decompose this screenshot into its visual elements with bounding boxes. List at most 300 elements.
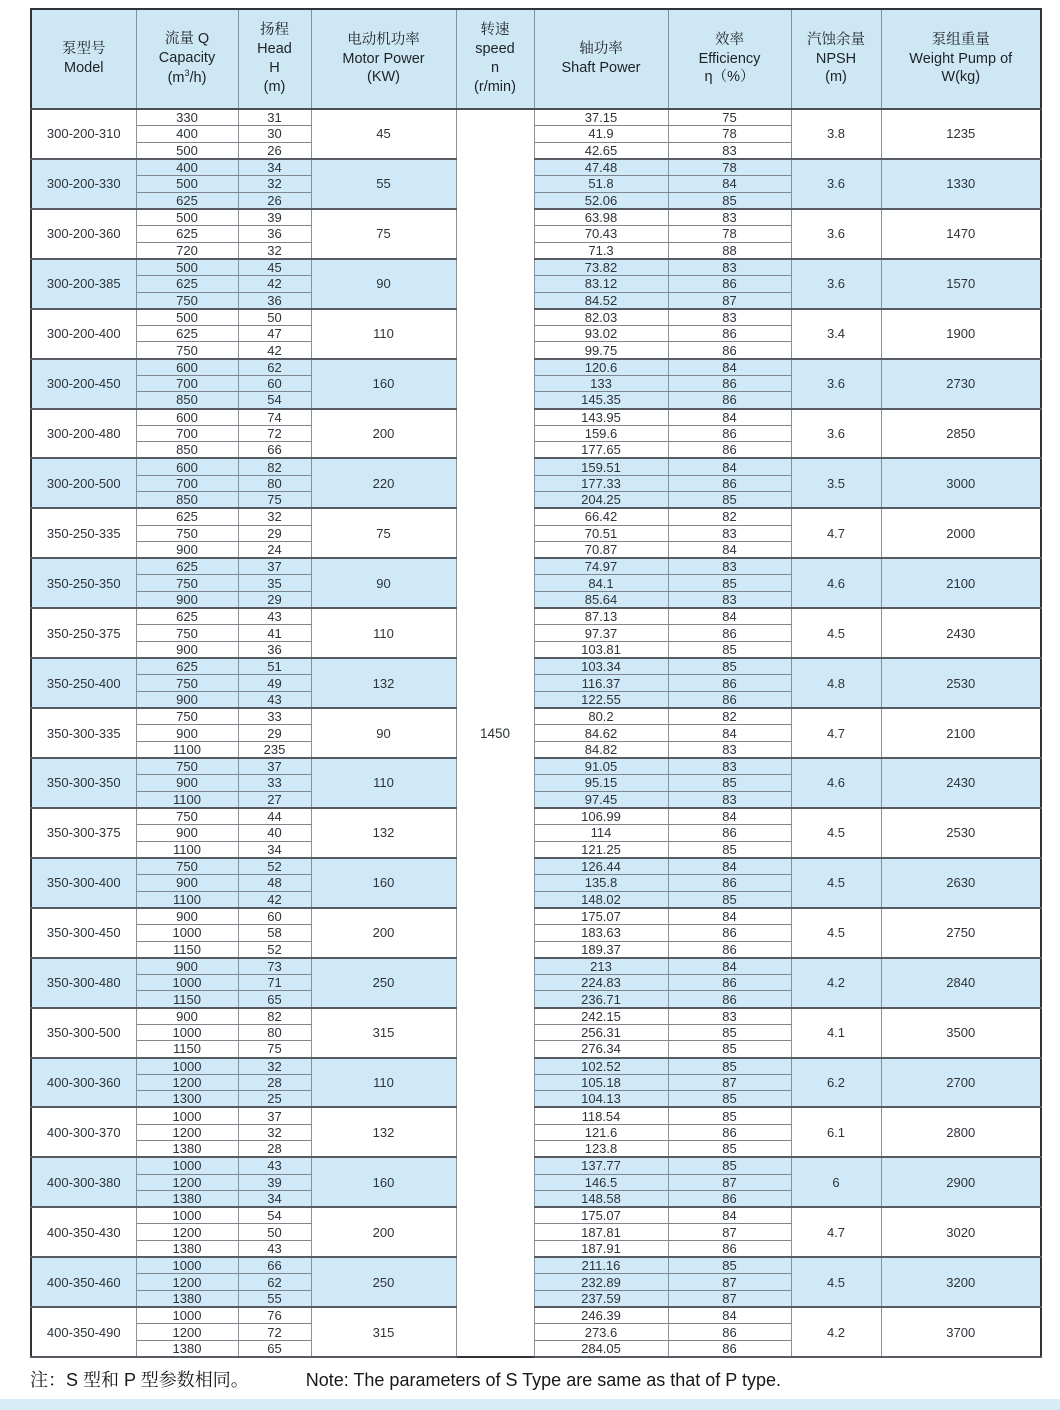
head-cell: 33 — [238, 775, 311, 792]
head-cell: 26 — [238, 142, 311, 159]
efficiency-cell: 87 — [668, 1074, 791, 1091]
shaft-power-cell: 148.58 — [534, 1191, 668, 1208]
efficiency-cell: 84 — [668, 858, 791, 875]
head-cell: 27 — [238, 791, 311, 808]
capacity-cell: 1380 — [136, 1290, 238, 1307]
table-row — [31, 109, 1041, 126]
shaft-power-cell: 106.99 — [534, 808, 668, 825]
motor-power-cell: 110 — [311, 309, 456, 359]
shaft-power-cell: 122.55 — [534, 691, 668, 708]
head-cell: 80 — [238, 1024, 311, 1041]
head-cell: 35 — [238, 575, 311, 592]
efficiency-cell: 83 — [668, 741, 791, 758]
head-cell: 62 — [238, 359, 311, 376]
shaft-power-cell: 213 — [534, 958, 668, 975]
npsh-cell: 4.5 — [791, 858, 881, 908]
capacity-cell: 1300 — [136, 1091, 238, 1108]
shaft-power-cell: 52.06 — [534, 192, 668, 209]
efficiency-cell: 86 — [668, 1340, 791, 1357]
head-cell: 60 — [238, 375, 311, 392]
motor-power-cell: 250 — [311, 958, 456, 1008]
weight-cell: 1330 — [881, 159, 1041, 209]
model-cell: 400-300-370 — [31, 1107, 136, 1157]
efficiency-cell: 85 — [668, 492, 791, 509]
shaft-power-cell: 84.1 — [534, 575, 668, 592]
capacity-cell: 500 — [136, 176, 238, 193]
head-cell: 52 — [238, 858, 311, 875]
shaft-power-cell: 42.65 — [534, 142, 668, 159]
shaft-power-cell: 159.51 — [534, 458, 668, 475]
model-cell: 350-300-500 — [31, 1008, 136, 1058]
weight-cell: 2700 — [881, 1058, 1041, 1108]
shaft-power-cell: 159.6 — [534, 425, 668, 442]
motor-power-cell: 160 — [311, 359, 456, 409]
capacity-cell: 750 — [136, 625, 238, 642]
table-row — [31, 1207, 1041, 1224]
capacity-cell: 1100 — [136, 791, 238, 808]
capacity-cell: 1000 — [136, 1207, 238, 1224]
motor-power-cell: 200 — [311, 1207, 456, 1257]
weight-cell: 1470 — [881, 209, 1041, 259]
head-cell: 58 — [238, 924, 311, 941]
capacity-cell: 700 — [136, 425, 238, 442]
capacity-cell: 900 — [136, 691, 238, 708]
efficiency-cell: 87 — [668, 1290, 791, 1307]
shaft-power-cell: 143.95 — [534, 409, 668, 426]
efficiency-cell: 87 — [668, 1174, 791, 1191]
shaft-power-cell: 83.12 — [534, 275, 668, 292]
shaft-power-cell: 93.02 — [534, 325, 668, 342]
head-cell: 34 — [238, 1191, 311, 1208]
shaft-power-cell: 85.64 — [534, 592, 668, 609]
head-cell: 71 — [238, 974, 311, 991]
weight-cell: 2750 — [881, 908, 1041, 958]
capacity-cell: 1380 — [136, 1340, 238, 1357]
capacity-cell: 625 — [136, 658, 238, 675]
model-cell: 400-350-490 — [31, 1307, 136, 1357]
efficiency-cell: 78 — [668, 225, 791, 242]
efficiency-cell: 85 — [668, 658, 791, 675]
shaft-power-cell: 121.6 — [534, 1124, 668, 1141]
capacity-cell: 400 — [136, 126, 238, 143]
shaft-power-cell: 177.33 — [534, 475, 668, 492]
efficiency-cell: 88 — [668, 242, 791, 259]
capacity-cell: 600 — [136, 458, 238, 475]
weight-cell: 3020 — [881, 1207, 1041, 1257]
head-cell: 36 — [238, 292, 311, 309]
efficiency-cell: 86 — [668, 874, 791, 891]
capacity-cell: 900 — [136, 642, 238, 659]
capacity-cell: 1200 — [136, 1224, 238, 1241]
capacity-cell: 1200 — [136, 1274, 238, 1291]
head-cell: 55 — [238, 1290, 311, 1307]
efficiency-cell: 86 — [668, 675, 791, 692]
model-cell: 300-200-400 — [31, 309, 136, 359]
model-cell: 300-200-360 — [31, 209, 136, 259]
capacity-cell: 750 — [136, 342, 238, 359]
capacity-cell: 750 — [136, 292, 238, 309]
efficiency-cell: 82 — [668, 508, 791, 525]
head-cell: 50 — [238, 1224, 311, 1241]
col-header-npsh: 汽蚀余量 NPSH (m) — [791, 9, 881, 109]
model-cell: 400-300-380 — [31, 1157, 136, 1207]
npsh-cell: 4.2 — [791, 958, 881, 1008]
model-cell: 350-300-400 — [31, 858, 136, 908]
capacity-cell: 1000 — [136, 1107, 238, 1124]
head-cell: 62 — [238, 1274, 311, 1291]
efficiency-cell: 85 — [668, 1107, 791, 1124]
capacity-cell: 1000 — [136, 1307, 238, 1324]
head-cell: 37 — [238, 558, 311, 575]
capacity-cell: 750 — [136, 575, 238, 592]
head-cell: 76 — [238, 1307, 311, 1324]
weight-cell: 2100 — [881, 708, 1041, 758]
motor-power-cell: 75 — [311, 508, 456, 558]
shaft-power-cell: 146.5 — [534, 1174, 668, 1191]
capacity-cell: 1000 — [136, 1257, 238, 1274]
efficiency-cell: 85 — [668, 192, 791, 209]
head-cell: 43 — [238, 608, 311, 625]
head-cell: 44 — [238, 808, 311, 825]
weight-cell: 2850 — [881, 409, 1041, 459]
model-cell: 350-250-375 — [31, 608, 136, 658]
motor-power-cell: 132 — [311, 1107, 456, 1157]
efficiency-cell: 84 — [668, 608, 791, 625]
capacity-cell: 900 — [136, 825, 238, 842]
shaft-power-cell: 99.75 — [534, 342, 668, 359]
shaft-power-cell: 242.15 — [534, 1008, 668, 1025]
weight-cell: 2530 — [881, 808, 1041, 858]
head-cell: 66 — [238, 442, 311, 459]
shaft-power-cell: 63.98 — [534, 209, 668, 226]
motor-power-cell: 132 — [311, 808, 456, 858]
table-row — [31, 558, 1041, 575]
npsh-cell: 4.1 — [791, 1008, 881, 1058]
shaft-power-cell: 104.13 — [534, 1091, 668, 1108]
npsh-cell: 4.7 — [791, 508, 881, 558]
head-cell: 43 — [238, 691, 311, 708]
efficiency-cell: 78 — [668, 159, 791, 176]
npsh-cell: 3.6 — [791, 259, 881, 309]
head-cell: 30 — [238, 126, 311, 143]
head-cell: 34 — [238, 159, 311, 176]
shaft-power-cell: 118.54 — [534, 1107, 668, 1124]
shaft-power-cell: 187.81 — [534, 1224, 668, 1241]
model-cell: 300-200-480 — [31, 409, 136, 459]
capacity-cell: 750 — [136, 525, 238, 542]
model-cell: 400-300-360 — [31, 1058, 136, 1108]
capacity-cell: 1200 — [136, 1324, 238, 1341]
capacity-cell: 1200 — [136, 1124, 238, 1141]
table-row — [31, 708, 1041, 725]
note-english: Note: The parameters of S Type are same as that of P type. — [305, 1370, 781, 1390]
head-cell: 32 — [238, 242, 311, 259]
shaft-power-cell: 70.87 — [534, 542, 668, 559]
efficiency-cell: 85 — [668, 841, 791, 858]
efficiency-cell: 85 — [668, 1157, 791, 1174]
capacity-cell: 400 — [136, 159, 238, 176]
model-cell: 350-300-350 — [31, 758, 136, 808]
footer-note — [30, 1366, 1040, 1392]
weight-cell: 2430 — [881, 608, 1041, 658]
table-row — [31, 1157, 1041, 1174]
capacity-cell: 1150 — [136, 991, 238, 1008]
efficiency-cell: 84 — [668, 359, 791, 376]
shaft-power-cell: 135.8 — [534, 874, 668, 891]
efficiency-cell: 84 — [668, 908, 791, 925]
efficiency-cell: 86 — [668, 325, 791, 342]
efficiency-cell: 83 — [668, 259, 791, 276]
col-header-motor-power: 电动机功率 Motor Power (KW) — [311, 9, 456, 109]
capacity-cell: 850 — [136, 492, 238, 509]
efficiency-cell: 86 — [668, 392, 791, 409]
shaft-power-cell: 133 — [534, 375, 668, 392]
capacity-cell: 750 — [136, 708, 238, 725]
npsh-cell: 6 — [791, 1157, 881, 1207]
model-cell: 300-200-330 — [31, 159, 136, 209]
npsh-cell: 4.5 — [791, 908, 881, 958]
efficiency-cell: 86 — [668, 974, 791, 991]
npsh-cell: 4.2 — [791, 1307, 881, 1357]
capacity-cell: 625 — [136, 275, 238, 292]
efficiency-cell: 86 — [668, 1124, 791, 1141]
shaft-power-cell: 284.05 — [534, 1340, 668, 1357]
shaft-power-cell: 237.59 — [534, 1290, 668, 1307]
table-row — [31, 1107, 1041, 1124]
capacity-cell: 900 — [136, 874, 238, 891]
shaft-power-cell: 70.51 — [534, 525, 668, 542]
capacity-cell: 1380 — [136, 1191, 238, 1208]
col-header-head: 扬程 Head H (m) — [238, 9, 311, 109]
shaft-power-cell: 246.39 — [534, 1307, 668, 1324]
shaft-power-cell: 87.13 — [534, 608, 668, 625]
table-row — [31, 209, 1041, 226]
efficiency-cell: 86 — [668, 275, 791, 292]
capacity-cell: 850 — [136, 392, 238, 409]
capacity-cell: 625 — [136, 508, 238, 525]
weight-cell: 2900 — [881, 1157, 1041, 1207]
shaft-power-cell: 256.31 — [534, 1024, 668, 1041]
capacity-cell: 600 — [136, 409, 238, 426]
shaft-power-cell: 102.52 — [534, 1058, 668, 1075]
shaft-power-cell: 97.45 — [534, 791, 668, 808]
npsh-cell: 6.2 — [791, 1058, 881, 1108]
motor-power-cell: 90 — [311, 708, 456, 758]
shaft-power-cell: 84.82 — [534, 741, 668, 758]
motor-power-cell: 75 — [311, 209, 456, 259]
motor-power-cell: 110 — [311, 1058, 456, 1108]
efficiency-cell: 83 — [668, 791, 791, 808]
capacity-cell: 1100 — [136, 741, 238, 758]
efficiency-cell: 86 — [668, 1241, 791, 1258]
table-header — [31, 9, 1041, 109]
efficiency-cell: 86 — [668, 691, 791, 708]
head-cell: 24 — [238, 542, 311, 559]
head-cell: 31 — [238, 109, 311, 126]
npsh-cell: 3.6 — [791, 409, 881, 459]
capacity-cell: 1000 — [136, 1058, 238, 1075]
capacity-cell: 500 — [136, 209, 238, 226]
head-cell: 66 — [238, 1257, 311, 1274]
capacity-cell: 1150 — [136, 1041, 238, 1058]
npsh-cell: 6.1 — [791, 1107, 881, 1157]
weight-cell: 2840 — [881, 958, 1041, 1008]
bottom-decorative-strip — [0, 1399, 1060, 1410]
weight-cell: 3500 — [881, 1008, 1041, 1058]
head-cell: 50 — [238, 309, 311, 326]
capacity-cell: 1000 — [136, 1024, 238, 1041]
capacity-cell: 625 — [136, 192, 238, 209]
efficiency-cell: 83 — [668, 209, 791, 226]
shaft-power-cell: 82.03 — [534, 309, 668, 326]
npsh-cell: 4.7 — [791, 708, 881, 758]
head-cell: 48 — [238, 874, 311, 891]
weight-cell: 1570 — [881, 259, 1041, 309]
npsh-cell: 4.7 — [791, 1207, 881, 1257]
capacity-cell: 900 — [136, 725, 238, 742]
header-row — [31, 9, 1041, 109]
table-row — [31, 159, 1041, 176]
motor-power-cell: 45 — [311, 109, 456, 159]
weight-cell: 2800 — [881, 1107, 1041, 1157]
npsh-cell: 4.5 — [791, 608, 881, 658]
capacity-cell: 900 — [136, 908, 238, 925]
efficiency-cell: 85 — [668, 1024, 791, 1041]
col-header-shaft-power: 轴功率 Shaft Power — [534, 9, 668, 109]
head-cell: 54 — [238, 392, 311, 409]
efficiency-cell: 86 — [668, 924, 791, 941]
model-cell: 300-200-385 — [31, 259, 136, 309]
motor-power-cell: 160 — [311, 1157, 456, 1207]
pump-spec-table — [30, 8, 1042, 1358]
efficiency-cell: 87 — [668, 292, 791, 309]
shaft-power-cell: 137.77 — [534, 1157, 668, 1174]
shaft-power-cell: 177.65 — [534, 442, 668, 459]
efficiency-cell: 86 — [668, 825, 791, 842]
motor-power-cell: 220 — [311, 458, 456, 508]
efficiency-cell: 78 — [668, 126, 791, 143]
head-cell: 235 — [238, 741, 311, 758]
efficiency-cell: 84 — [668, 176, 791, 193]
shaft-power-cell: 84.52 — [534, 292, 668, 309]
head-cell: 32 — [238, 1124, 311, 1141]
capacity-cell: 625 — [136, 325, 238, 342]
efficiency-cell: 83 — [668, 592, 791, 609]
shaft-power-cell: 73.82 — [534, 259, 668, 276]
efficiency-cell: 86 — [668, 475, 791, 492]
table-row — [31, 908, 1041, 925]
npsh-cell: 4.5 — [791, 808, 881, 858]
head-cell: 72 — [238, 1324, 311, 1341]
shaft-power-cell: 175.07 — [534, 908, 668, 925]
shaft-power-cell: 114 — [534, 825, 668, 842]
capacity-cell: 750 — [136, 808, 238, 825]
efficiency-cell: 86 — [668, 625, 791, 642]
motor-power-cell: 160 — [311, 858, 456, 908]
efficiency-cell: 84 — [668, 409, 791, 426]
shaft-power-cell: 74.97 — [534, 558, 668, 575]
efficiency-cell: 84 — [668, 458, 791, 475]
table-row — [31, 758, 1041, 775]
npsh-cell: 3.5 — [791, 458, 881, 508]
head-cell: 39 — [238, 209, 311, 226]
head-cell: 36 — [238, 642, 311, 659]
col-header-model: 泵型号 Model — [31, 9, 136, 109]
table-row — [31, 958, 1041, 975]
efficiency-cell: 84 — [668, 542, 791, 559]
model-cell: 350-250-350 — [31, 558, 136, 608]
model-cell: 350-300-335 — [31, 708, 136, 758]
head-cell: 54 — [238, 1207, 311, 1224]
npsh-cell: 4.6 — [791, 558, 881, 608]
capacity-cell: 900 — [136, 1008, 238, 1025]
head-cell: 41 — [238, 625, 311, 642]
table-row — [31, 409, 1041, 426]
head-cell: 36 — [238, 225, 311, 242]
head-cell: 73 — [238, 958, 311, 975]
motor-power-cell: 55 — [311, 159, 456, 209]
shaft-power-cell: 120.6 — [534, 359, 668, 376]
weight-cell: 2730 — [881, 359, 1041, 409]
weight-cell: 3700 — [881, 1307, 1041, 1357]
efficiency-cell: 87 — [668, 1224, 791, 1241]
capacity-cell: 700 — [136, 375, 238, 392]
head-cell: 75 — [238, 492, 311, 509]
head-cell: 43 — [238, 1157, 311, 1174]
shaft-power-cell: 189.37 — [534, 941, 668, 958]
col-header-capacity: 流量 Q Capacity $(m^3/h)$ — [136, 9, 238, 109]
efficiency-cell: 83 — [668, 1008, 791, 1025]
efficiency-cell: 85 — [668, 642, 791, 659]
head-cell: 29 — [238, 592, 311, 609]
capacity-cell: 500 — [136, 142, 238, 159]
efficiency-cell: 85 — [668, 575, 791, 592]
shaft-power-cell: 97.37 — [534, 625, 668, 642]
head-cell: 28 — [238, 1074, 311, 1091]
efficiency-cell: 84 — [668, 808, 791, 825]
model-cell: 300-200-450 — [31, 359, 136, 409]
table-row — [31, 508, 1041, 525]
head-cell: 42 — [238, 275, 311, 292]
head-cell: 40 — [238, 825, 311, 842]
efficiency-cell: 83 — [668, 525, 791, 542]
head-cell: 42 — [238, 891, 311, 908]
head-cell: 43 — [238, 1241, 311, 1258]
capacity-cell: 625 — [136, 558, 238, 575]
head-cell: 37 — [238, 1107, 311, 1124]
motor-power-cell: 110 — [311, 758, 456, 808]
note-chinese: 注：S 型和 P 型参数相同。 — [30, 1370, 249, 1390]
head-cell: 32 — [238, 1058, 311, 1075]
efficiency-cell: 86 — [668, 941, 791, 958]
head-cell: 25 — [238, 1091, 311, 1108]
head-cell: 72 — [238, 425, 311, 442]
col-header-weight: 泵组重量 Weight Pump of W(kg) — [881, 9, 1041, 109]
head-cell: 80 — [238, 475, 311, 492]
shaft-power-cell: 232.89 — [534, 1274, 668, 1291]
head-cell: 32 — [238, 176, 311, 193]
model-cell: 350-250-335 — [31, 508, 136, 558]
model-cell: 300-200-500 — [31, 458, 136, 508]
shaft-power-cell: 121.25 — [534, 841, 668, 858]
efficiency-cell: 83 — [668, 558, 791, 575]
weight-cell: 1235 — [881, 109, 1041, 159]
shaft-power-cell: 37.15 — [534, 109, 668, 126]
npsh-cell: 3.6 — [791, 159, 881, 209]
shaft-power-cell: 276.34 — [534, 1041, 668, 1058]
shaft-power-cell: 70.43 — [534, 225, 668, 242]
weight-cell: 2630 — [881, 858, 1041, 908]
